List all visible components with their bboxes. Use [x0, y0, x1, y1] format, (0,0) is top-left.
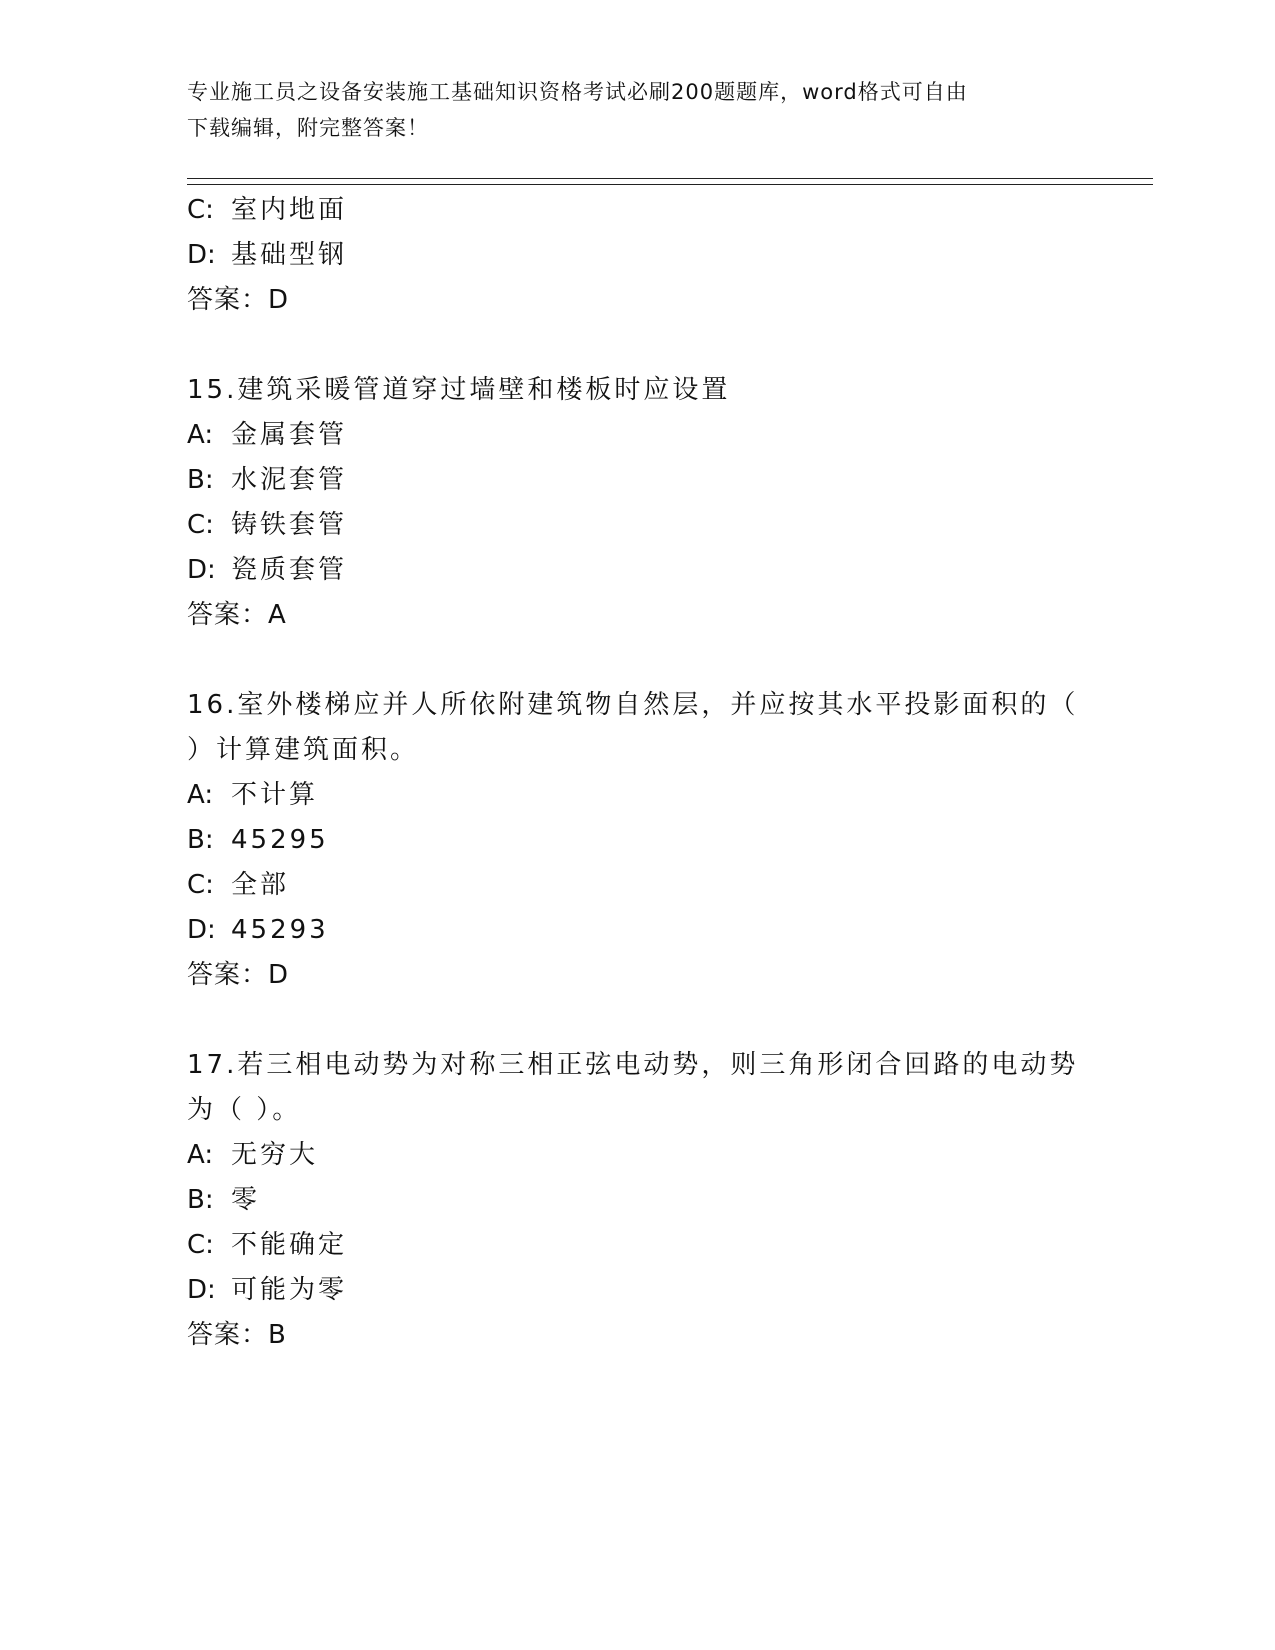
option-label: C: [187, 1230, 214, 1260]
q15-option-a [187, 418, 347, 452]
q17-answer [187, 1318, 289, 1352]
prev-option-c [187, 193, 347, 227]
option-text: 零 [231, 1185, 261, 1215]
q16-text-line-1: 16.室外楼梯应并人所依附建筑物自然层，并应按其水平投影面积的（ [187, 690, 1079, 720]
q17-option-a [187, 1138, 318, 1172]
option-label: D: [187, 555, 216, 585]
q17-option-c [187, 1228, 347, 1262]
option-text: 水泥套管 [231, 465, 348, 495]
answer-value: B [268, 1320, 289, 1350]
q15-option-d [187, 553, 347, 587]
option-text: 室内地面 [231, 195, 348, 225]
q17-option-d [187, 1273, 347, 1307]
answer-label: 答案： [187, 960, 269, 990]
option-label: D: [187, 1275, 216, 1305]
option-text: 45293 [231, 915, 329, 945]
q16-option-c [187, 868, 289, 902]
q15-option-b [187, 463, 347, 497]
header-divider-top [187, 178, 1153, 179]
option-text: 无穷大 [231, 1140, 319, 1170]
q17-text-line-2: 为（ ）。 [187, 1095, 302, 1125]
header-line-1: 专业施工员之设备安装施工基础知识资格考试必刷200题题库，word格式可自由 [187, 80, 968, 104]
prev-answer [187, 283, 291, 317]
answer-label: 答案： [187, 600, 269, 630]
option-text: 基础型钢 [231, 240, 348, 270]
document-header [187, 74, 1067, 146]
option-label: C: [187, 195, 214, 225]
header-line-2: 下载编辑，附完整答案！ [187, 116, 429, 140]
option-label: A: [187, 1140, 214, 1170]
option-text: 不能确定 [231, 1230, 348, 1260]
option-label: D: [187, 915, 216, 945]
answer-value: A [268, 600, 289, 630]
q16-text-line-2: ）计算建筑面积。 [187, 735, 420, 765]
option-label: C: [187, 870, 214, 900]
option-label: C: [187, 510, 214, 540]
option-text: 铸铁套管 [231, 510, 348, 540]
q15-text: 15.建筑采暖管道穿过墙壁和楼板时应设置 [187, 375, 731, 405]
prev-option-d [187, 238, 347, 272]
option-text: 全部 [231, 870, 290, 900]
answer-value: D [268, 285, 292, 315]
header-divider-bottom [187, 184, 1153, 185]
option-label: B: [187, 1185, 214, 1215]
option-label: A: [187, 420, 214, 450]
option-text: 瓷质套管 [231, 555, 348, 585]
option-text: 金属套管 [231, 420, 348, 450]
q16-option-d [187, 913, 329, 947]
option-text: 不计算 [231, 780, 319, 810]
q16-answer [187, 958, 291, 992]
q17-option-b [187, 1183, 260, 1217]
option-label: A: [187, 780, 214, 810]
answer-value: D [268, 960, 292, 990]
q16-option-a [187, 778, 318, 812]
option-label: B: [187, 465, 214, 495]
option-text: 45295 [231, 825, 329, 855]
option-label: B: [187, 825, 214, 855]
q15-option-c [187, 508, 347, 542]
q16-option-b [187, 823, 329, 857]
option-text: 可能为零 [231, 1275, 348, 1305]
q17-text-line-1: 17.若三相电动势为对称三相正弦电动势，则三角形闭合回路的电动势 [187, 1050, 1079, 1080]
answer-label: 答案： [187, 285, 269, 315]
q15-answer [187, 598, 289, 632]
answer-label: 答案： [187, 1320, 269, 1350]
option-label: D: [187, 240, 216, 270]
